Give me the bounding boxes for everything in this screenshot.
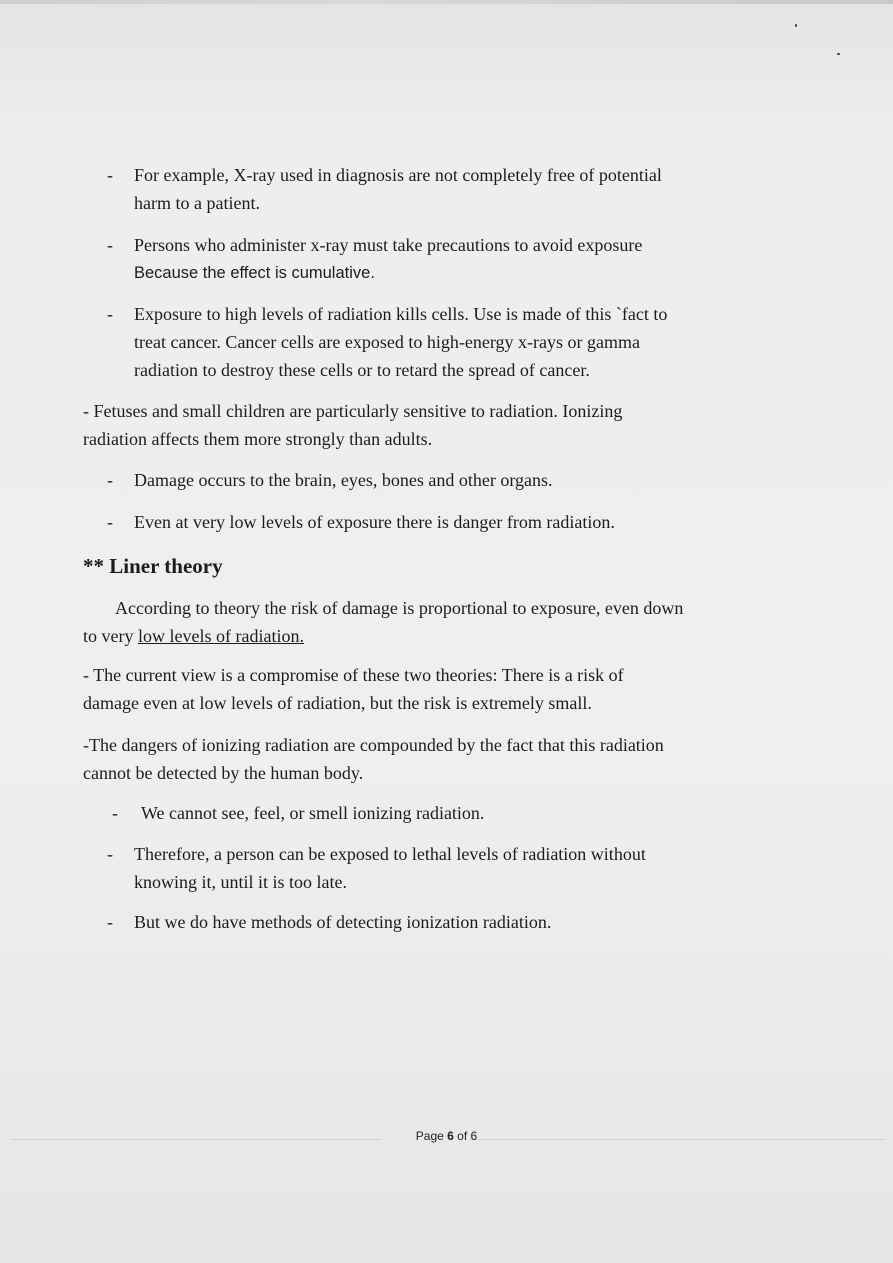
scan-top-edge (0, 0, 893, 4)
bullet-high-levels (134, 300, 774, 384)
bullet-line: Therefore, a person can be exposed to lethal levels of radiation without (134, 844, 646, 864)
fetuses-paragraph (83, 397, 773, 453)
scan-speck (795, 24, 797, 27)
bullet-line: For example, X-ray used in diagnosis are not completely free of potential (134, 165, 662, 185)
bullet-dash: - (107, 912, 113, 932)
section-heading: ** Liner theory (83, 554, 223, 578)
scan-speck (837, 53, 840, 55)
page-number (0, 1129, 893, 1143)
page-of: of (453, 1129, 471, 1143)
bullet-cannot-see: We cannot see, feel, or smell ionizing radiation. (141, 803, 485, 823)
bullet-lethal-levels (134, 840, 774, 896)
bullet-dash: - (112, 803, 118, 823)
page-label: Page (415, 1129, 448, 1143)
bullet-line: radiation to destroy these cells or to retard the spread of cancer. (134, 360, 590, 380)
paragraph-line (83, 622, 773, 650)
bullet-precautions (134, 231, 774, 287)
paragraph-line: damage even at low levels of radiation, but the risk is extremely small. (83, 693, 592, 713)
paragraph-text: to very (83, 626, 138, 646)
dangers-paragraph (83, 731, 773, 787)
paragraph-line: -The dangers of ionizing radiation are compounded by the fact that this radiation (83, 735, 664, 755)
bullet-line: Because the effect is cumulative. (134, 264, 375, 282)
current-page: 6 (447, 1129, 454, 1143)
theory-paragraph (83, 594, 773, 650)
bullet-low-exposure: Even at very low levels of exposure there is danger from radiation. (134, 512, 615, 532)
bullet-line: Persons who administer x-ray must take precautions to avoid exposure (134, 235, 643, 255)
underlined-phrase: low levels of radiation. (137, 626, 304, 646)
bullet-dash: - (107, 470, 113, 490)
paragraph-line: - The current view is a compromise of these two theories: There is a risk of (83, 665, 624, 685)
total-pages: 6 (470, 1129, 478, 1143)
paragraph-line: cannot be detected by the human body. (83, 763, 364, 783)
paragraph-line: radiation affects them more strongly than adults. (83, 429, 433, 449)
bullet-detection-methods: But we do have methods of detecting ionization radiation. (134, 912, 552, 932)
paragraph-line: - Fetuses and small children are particularly sensitive to radiation. Ionizing (83, 401, 623, 421)
bullet-dash: - (107, 304, 113, 324)
bullet-line: harm to a patient. (134, 193, 260, 213)
bullet-dash: - (107, 512, 113, 532)
bullet-xray-diagnosis (134, 161, 774, 217)
bullet-damage-organs: Damage occurs to the brain, eyes, bones and other organs. (134, 470, 553, 490)
bullet-line: treat cancer. Cancer cells are exposed to high-energy x-rays or gamma (134, 332, 640, 352)
bullet-line: knowing it, until it is too late. (134, 872, 347, 892)
bullet-line: Exposure to high levels of radiation kills cells. Use is made of this `fact to (134, 304, 668, 324)
bullet-dash: - (107, 844, 113, 864)
bullet-dash: - (107, 165, 113, 185)
paragraph-line: According to theory the risk of damage is proportional to exposure, even down (115, 598, 684, 618)
compromise-paragraph (83, 661, 773, 717)
bullet-dash: - (107, 235, 113, 255)
